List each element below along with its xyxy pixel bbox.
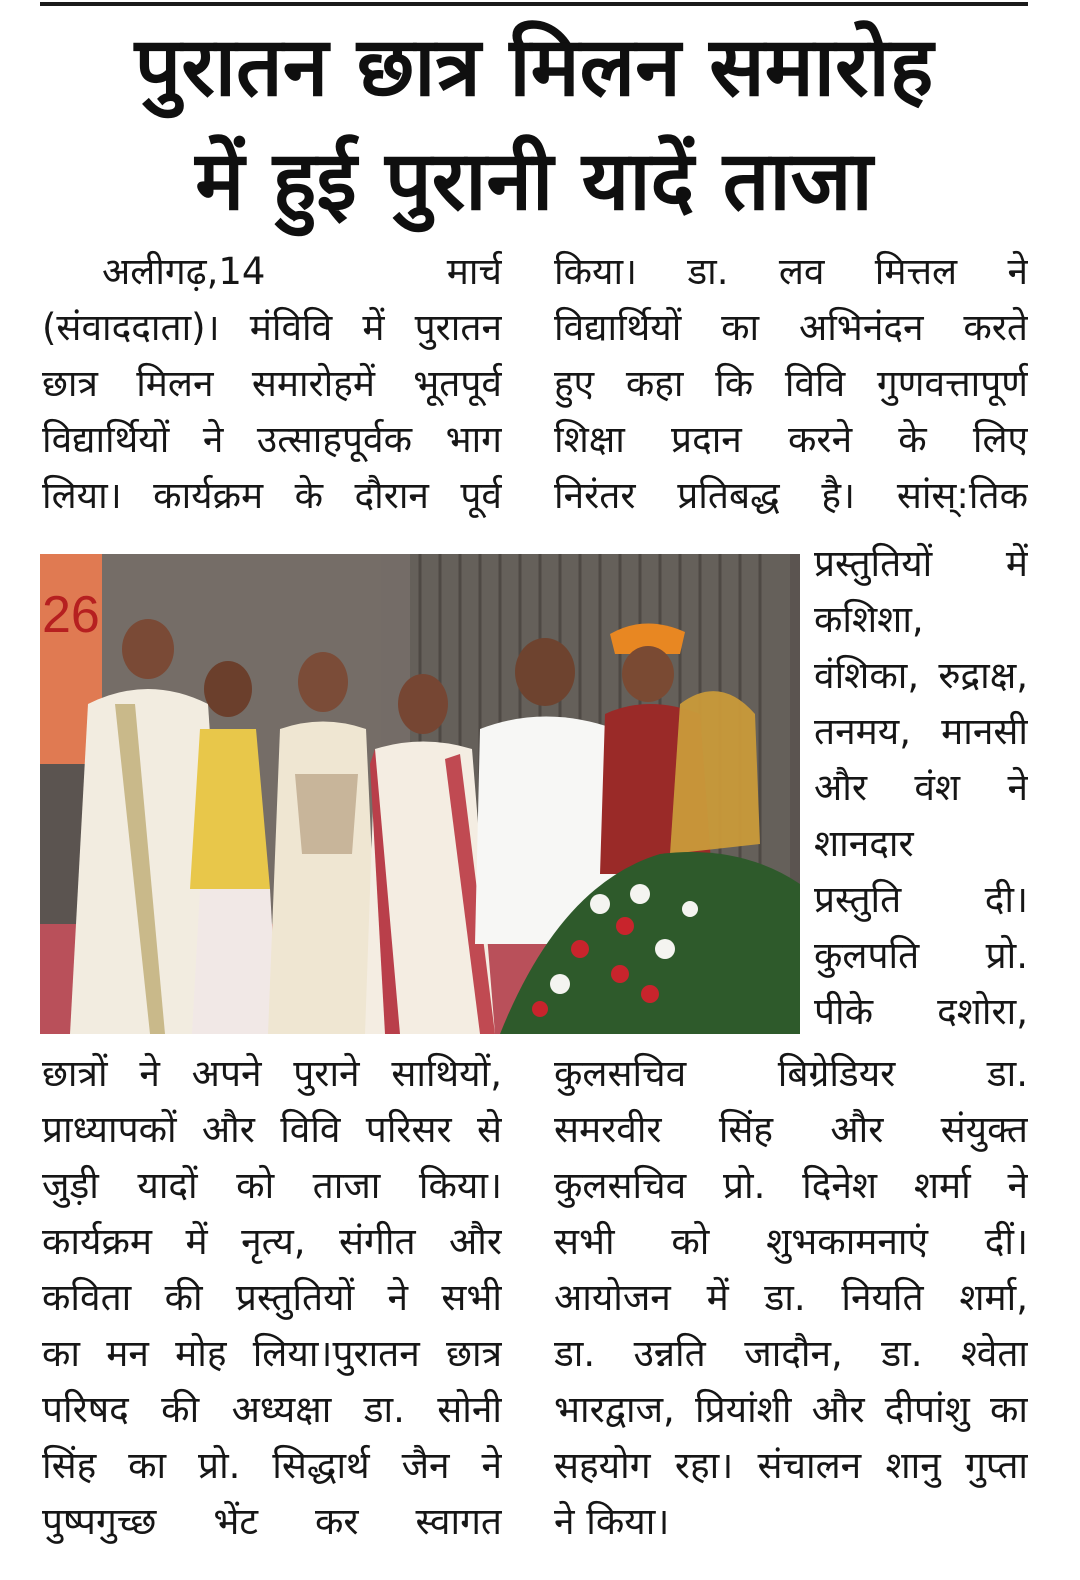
article-line: (संवाददाता)। मंविवि में पुरातन	[42, 306, 502, 349]
event-photo	[40, 554, 800, 1034]
article-line: किया। डा. लव मित्तल ने	[554, 250, 1028, 293]
article-line: हुए कहा कि विवि गुणवत्तापूर्ण	[554, 362, 1028, 405]
article-line: विद्यार्थियों का अभिनंदन करते	[554, 306, 1028, 349]
article-line: आयोजन में डा. नियति शर्मा,	[554, 1276, 1028, 1319]
article-line: निरंतर प्रतिबद्ध है। सांस्:तिक	[554, 474, 1028, 517]
article-line: जुड़ी यादों को ताजा किया।	[42, 1164, 502, 1207]
article-line: कशिशा,	[814, 598, 924, 641]
article-line: सभी को शुभकामनाएं दीं।	[554, 1220, 1028, 1263]
article-line: सहयोग रहा। संचालन शानु गुप्ता	[554, 1444, 1028, 1487]
article-line: कविता की प्रस्तुतियों ने सभी	[42, 1276, 502, 1319]
article-line: शानदार	[814, 822, 914, 865]
article-line: छात्र मिलन समारोहमें भूतपूर्व	[42, 362, 502, 405]
article-line: भारद्वाज, प्रियांशी और दीपांशु का	[554, 1388, 1028, 1431]
article-line: समरवीर सिंह और संयुक्त	[554, 1108, 1028, 1151]
article-line: प्राध्यापकों और विवि परिसर से	[42, 1108, 502, 1151]
article-line: शिक्षा प्रदान करने के लिए	[554, 418, 1028, 461]
headline-line-1: पुरातन छात्र मिलन समारोह	[134, 20, 934, 115]
article-line: विद्यार्थियों ने उत्साहपूर्वक भाग	[42, 418, 502, 461]
article-line: पीके दशोरा,	[814, 990, 1028, 1033]
article-line: कुलपति प्रो.	[814, 934, 1028, 977]
article-line: प्रस्तुतियों में	[814, 542, 1028, 585]
article-line: वंशिका, रुद्राक्ष,	[814, 654, 1028, 697]
article-line: प्रस्तुति दी।	[814, 878, 1028, 921]
headline-line-2: में हुई पुरानी यादें ताजा	[195, 134, 873, 229]
article-line: डा. उन्नति जादौन, डा. श्वेता	[554, 1332, 1028, 1375]
article-line: पुष्पगुच्छ भेंट कर स्वागत	[42, 1500, 502, 1543]
article-line: कुलसचिव बिग्रेडियर डा.	[554, 1052, 1028, 1095]
article-line: का मन मोह लिया।पुरातन छात्र	[42, 1332, 502, 1375]
article-line: छात्रों ने अपने पुराने साथियों,	[42, 1052, 502, 1095]
top-rule	[40, 2, 1028, 6]
article-line: कुलसचिव प्रो. दिनेश शर्मा ने	[554, 1164, 1028, 1207]
article-line: लिया। कार्यक्रम के दौरान पूर्व	[42, 474, 502, 517]
article-line: अलीगढ़,14 मार्च	[102, 250, 502, 293]
article-line: सिंह का प्रो. सिद्धार्थ जैन ने	[42, 1444, 502, 1487]
article-line: और वंश ने	[814, 766, 1028, 809]
article-line: तनमय, मानसी	[814, 710, 1028, 753]
banner-number: 26	[42, 586, 100, 644]
article-line: ने किया।	[554, 1500, 670, 1543]
article-line: कार्यक्रम में नृत्य, संगीत और	[42, 1220, 502, 1263]
article-line: परिषद की अध्यक्षा डा. सोनी	[42, 1388, 502, 1431]
